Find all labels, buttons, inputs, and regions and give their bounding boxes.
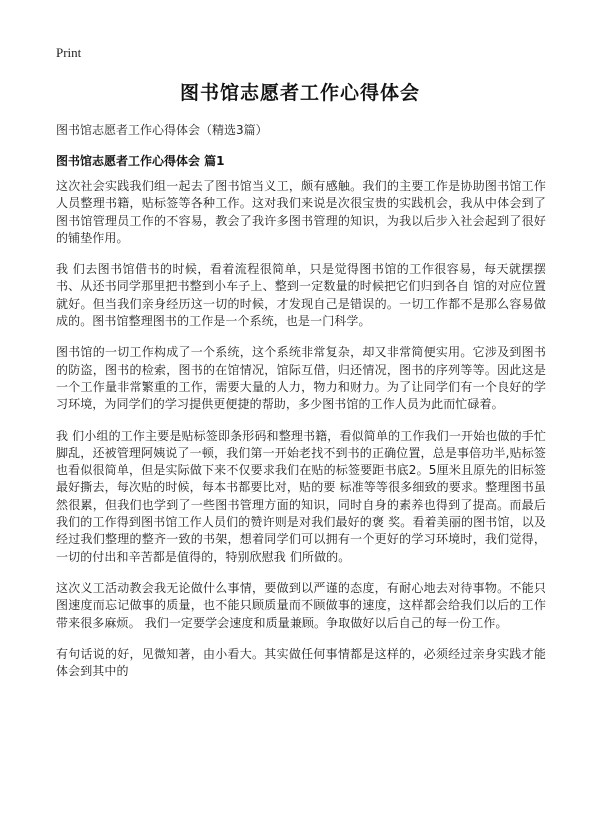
paragraph: 图书馆的一切工作构成了一个系统，这个系统非常复杂，却又非常简便实用。它涉及到图书的防盗，图书的检索，图书的在馆情况，馆际互借，归还情况，图书的序列等等。因此这是一个工作量非常繁重的工作，需要大量的人力，物力和财力。为了让同学们有一个良好的学习环境，为同学们的学习提供更便捷的帮助，多少图书馆的工作人员为此而忙碌着。 — [56, 345, 546, 412]
paragraph: 这次社会实践我们组一起去了图书馆当义工，颇有感触。我们的主要工作是协助图书馆工作人员整理书籍，贴标签等各种工作。这对我们来说是次很宝贵的实践机会，我从中体会到了图书馆管理员工作的不容易，教会了我许多图书管理的知识，为我以后步入社会起到了很好的铺垫作用。 — [56, 179, 546, 245]
paragraph: 有句话说的好，见微知著，由小看大。其实做任何事情都是这样的，必须经过亲身实践才能体会到其中的 — [56, 646, 546, 679]
paragraph: 我 们去图书馆借书的时候，看着流程很简单，只是觉得图书馆的工作很容易，每天就摆摆书、从还书同学那里把书整到小车子上、整到一定数量的时候把它们归到各自 馆的对应位置就好。但当我们亲身经历这一切的时候，才发现自己是错误的。一切工作都不是那么容易做成的。图书馆整理图书的工作是一个系统，也是一门科学。 — [56, 262, 546, 329]
paragraph: 我 们小组的工作主要是贴标签即条形码和整理书籍，看似简单的工作我们一开始也做的手忙脚乱，还被管理阿姨说了一顿，我们第一开始老找不到书的正确位置，总是事倍功半,贴标签也看似很简单，但是实际做下来不仅要求我们在贴的标签要距书底2。5厘米且原先的旧标签最好撕去，每次贴的时候，每本书都要比对，贴的要 标准等等很多细致的要求。整理图书虽然很累，但我们也学到了一些图书管理方面的知识，同时自身的素养也得到了提高。而最后我们的工作得到图书馆工作人员们的赞许则是对我们最好的褒 奖。看着美丽的图书馆，以及经过我们整理的整齐一致的书架，想着同学们可以拥有一个更好的学习环境时，我们觉得，一切的付出和辛苦都是值得的，特别欣慰我 们所做的。 — [56, 428, 546, 564]
article-body — [56, 178, 546, 694]
document-subtitle: 图书馆志愿者工作心得体会（精选3篇） — [56, 123, 268, 137]
paragraph: 这次义工活动教会我无论做什么事情，要做到以严谨的态度，有耐心地去对待事物。不能只图速度而忘记做事的质量，也不能只顾质量而不顾做事的速度，这样都会给我们以后的工作带来很多麻烦。 我们一定要学会速度和质量兼顾。争取做好以后自己的每一份工作。 — [56, 580, 546, 630]
page-title: 图书馆志愿者工作心得体会 — [179, 82, 420, 104]
section-heading: 图书馆志愿者工作心得体会 篇1 — [56, 154, 225, 168]
print-link[interactable]: Print — [56, 45, 82, 60]
